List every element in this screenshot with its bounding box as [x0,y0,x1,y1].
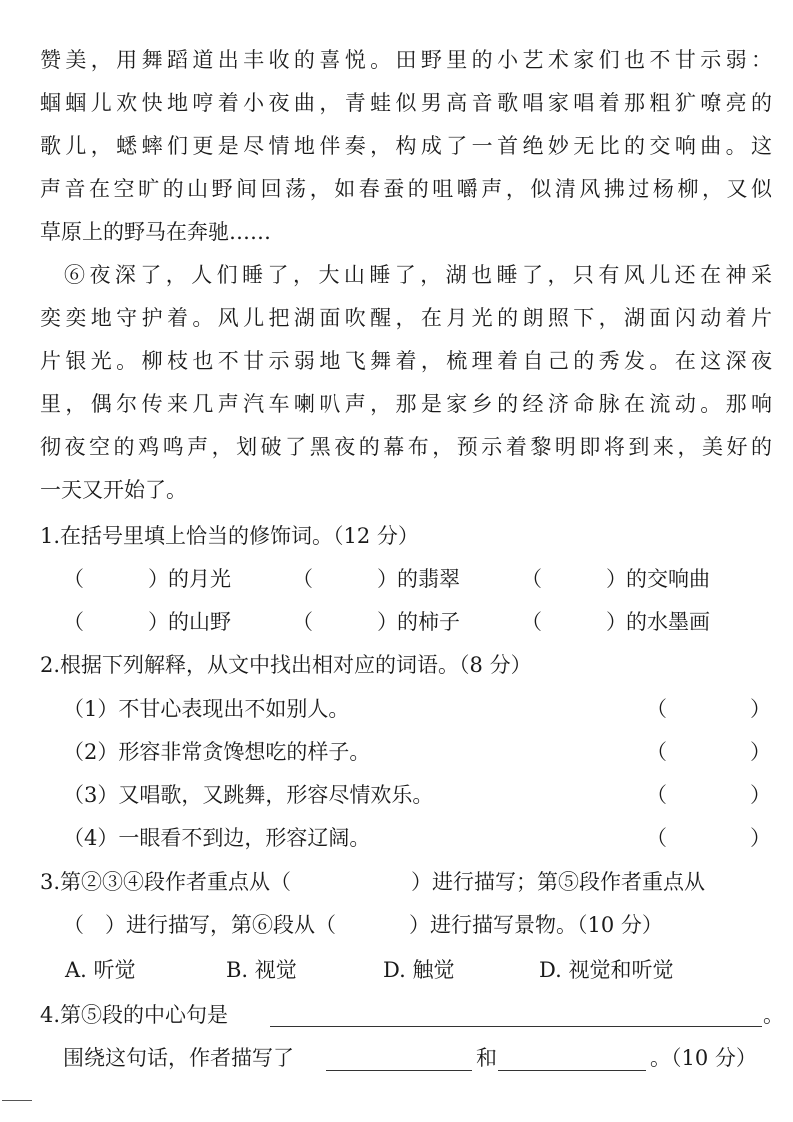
answer-blank-close[interactable]: ） [606,567,627,591]
q2-item: （1）不甘心表现出不如别人。 [63,697,350,721]
answer-blank-open[interactable]: （ [63,567,84,591]
q3-option[interactable]: B. 视觉 [226,958,297,982]
q4-text: 。 [763,1003,784,1027]
answer-blank-close[interactable]: ） [750,740,771,764]
passage-line: 一天又开始了。 [40,478,187,502]
q1-phrase: 的月光 [168,567,231,591]
passage-line: 赞美，用舞蹈道出丰收的喜悦。田野里的小艺术家们也不甘示弱： [40,48,772,72]
answer-blank-close[interactable]: ） [750,826,771,850]
passage-line: 蝈蝈儿欢快地哼着小夜曲，青蛙似男高音歌唱家唱着那粗犷嘹亮的 [40,91,772,115]
answer-line[interactable] [498,1070,646,1071]
question-2-title: 2.根据下列解释，从文中找出相对应的词语。（8 分） [40,653,532,677]
answer-blank-open[interactable]: （ [63,610,84,634]
q4-text: 。（10 分） [650,1046,757,1070]
answer-blank-close[interactable]: ） [377,610,398,634]
answer-blank-close[interactable]: ） [148,610,169,634]
passage-line: 声音在空旷的山野间回荡，如春蚕的咀嚼声，似清风拂过杨柳，又似 [40,177,772,201]
question-1-title: 1.在括号里填上恰当的修饰词。（12 分） [40,524,419,548]
q1-phrase: 的山野 [168,610,231,634]
q3-option[interactable]: D. 视觉和听觉 [539,958,674,982]
answer-blank-close[interactable]: ） [750,783,771,807]
q4-text: 围绕这句话，作者描写了 [63,1046,294,1070]
q2-item: （3）又唱歌，又跳舞，形容尽情欢乐。 [63,783,434,807]
passage-line: ⑥夜深了，人们睡了，大山睡了，湖也睡了，只有风儿还在神采 [64,263,772,287]
answer-blank-open[interactable]: （ [292,610,313,634]
answer-blank-open[interactable]: （ [521,567,542,591]
passage-line: 歌儿，蟋蟀们更是尽情地伴奏，构成了一首绝妙无比的交响曲。这 [40,134,772,158]
answer-blank-close[interactable]: ） [750,697,771,721]
passage-line: 草原上的野马在奔驰…… [40,220,271,244]
q1-phrase: 的水墨画 [626,610,710,634]
answer-line[interactable] [326,1070,472,1071]
q4-text: 4.第⑤段的中心句是 [40,1003,229,1027]
margin-divider [2,1100,32,1101]
passage-line: 里，偶尔传来几声汽车喇叭声，那是家乡的经济命脉在流动。那响 [40,392,772,416]
answer-blank-open[interactable]: （ [646,826,667,850]
passage-line: 奕奕地守护着。风儿把湖面吹醒，在月光的朗照下，湖面闪动着片 [40,306,772,330]
q3-text: ）进行描写；第⑤段作者重点从 [411,870,705,894]
q3-text: 3.第②③④段作者重点从（ [40,870,292,894]
q1-phrase: 的柿子 [397,610,460,634]
answer-line[interactable] [270,1026,762,1027]
passage-line: 片银光。柳枝也不甘示弱地飞舞着，梳理着自己的秀发。在这深夜 [40,349,772,373]
passage-line: 彻夜空的鸡鸣声，划破了黑夜的幕布，预示着黎明即将到来，美好的 [40,435,772,459]
q2-item: （2）形容非常贪馋想吃的样子。 [63,740,371,764]
q2-item: （4）一眼看不到边，形容辽阔。 [63,826,371,850]
answer-blank-open[interactable]: （ [646,740,667,764]
answer-blank-open[interactable]: （ [521,610,542,634]
q3-option[interactable]: D. 触觉 [383,958,455,982]
q4-text: 和 [476,1046,497,1070]
answer-blank-open[interactable]: （ [292,567,313,591]
answer-blank-close[interactable]: ） [377,567,398,591]
answer-blank-close[interactable]: ） [606,610,627,634]
answer-blank-open[interactable]: （ [63,913,84,937]
q1-phrase: 的翡翠 [397,567,460,591]
answer-blank-open[interactable]: （ [646,697,667,721]
q1-phrase: 的交响曲 [626,567,710,591]
q3-text: ）进行描写，第⑥段从（ [105,913,336,937]
q3-text: ）进行描写景物。（10 分） [409,913,663,937]
answer-blank-close[interactable]: ） [148,567,169,591]
q3-option[interactable]: A. 听觉 [65,958,136,982]
answer-blank-open[interactable]: （ [646,783,667,807]
